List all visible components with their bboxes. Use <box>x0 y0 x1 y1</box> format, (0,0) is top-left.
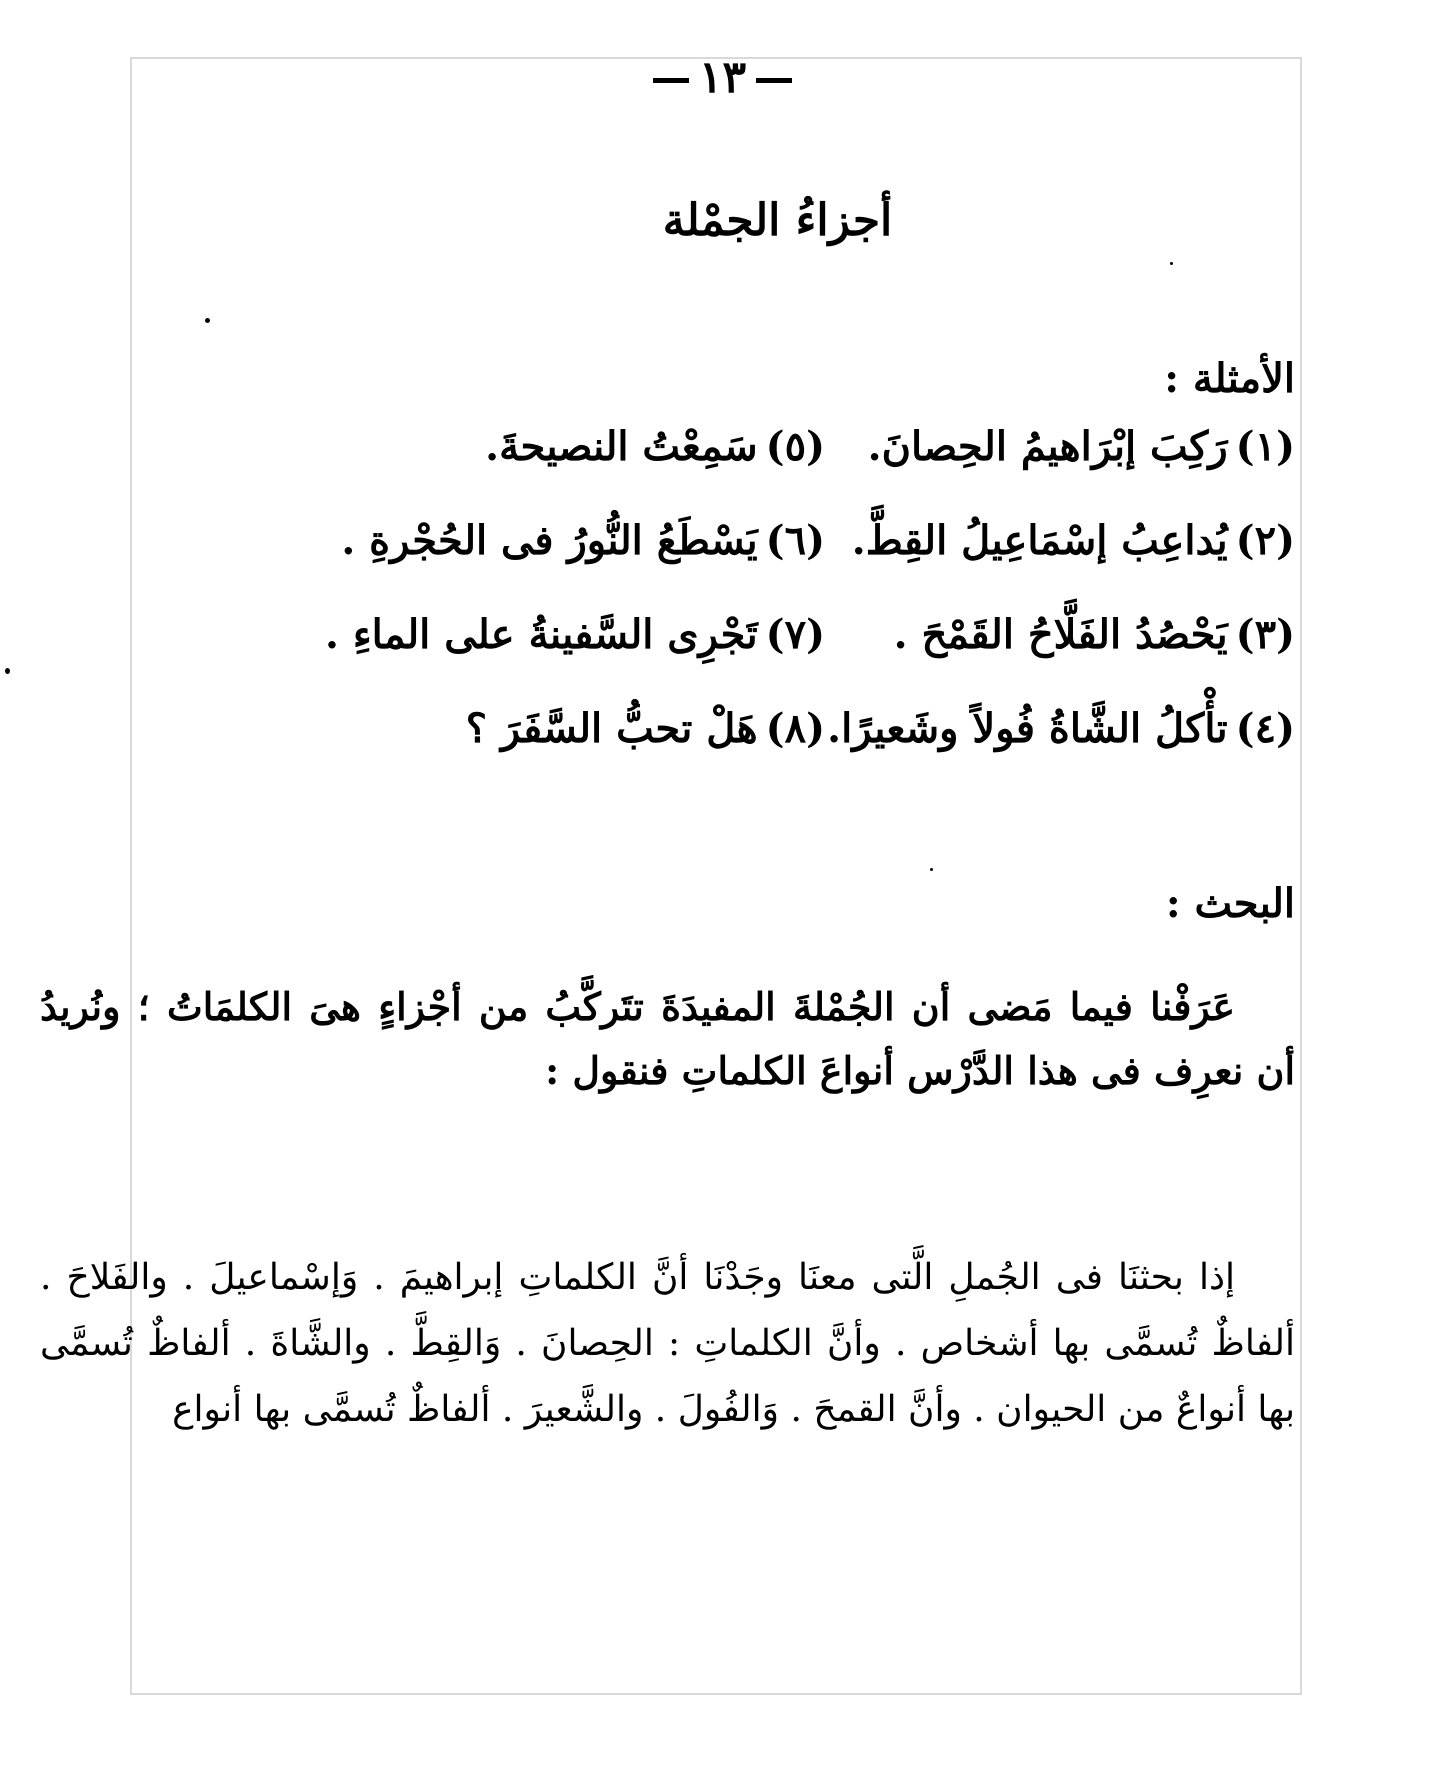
example-row <box>40 494 1295 588</box>
scan-speck <box>5 668 10 674</box>
examples-heading: الأمثلة : <box>1164 355 1295 402</box>
page-number <box>0 52 1445 103</box>
examples-list <box>40 400 1295 776</box>
paragraph-intro: عَرَفْنا فيما مَضى أن الجُمْلةَ المفيدَةَ تتَركَّبُ من أجْزاءٍ هىَ الكلمَاتُ ؛ ونُريدُ أن نعرِف فى هذا الدَّرْس أنواعَ الكلماتِ فنقول : <box>40 984 1295 1093</box>
example-row <box>40 588 1295 682</box>
paragraph-body: إذا بحثنَا فى الجُملِ الَّتى معنَا وجَدْنَا أنَّ الكلماتِ إبراهيمَ . وَإسْماعيلَ . والفَلاحَ . ألفاظٌ تُسمَّى بها أشخاص . وأنَّ الكلماتِ : الحِصانَ . وَالقِطَّ . والشَّاةَ . ألفاظٌ تُسمَّى بها أنواعٌ من الحيوان . وأنَّ القمحَ . وَالفُولَ . والشَّعيرَ . ألفاظٌ تُسمَّى بها أنواع <box>40 1257 1295 1430</box>
example-item: (٦)يَسْطَعُ النُّورُ فى الحُجْرةِ . <box>341 517 825 564</box>
example-item: (٨)هَلْ تحبُّ السَّفَرَ ؟ <box>465 705 825 752</box>
example-item: (١)رَكِبَ إبْرَاهيمُ الحِصانَ. <box>867 423 1295 470</box>
example-item: (٤)تأْكلُ الشَّاةُ فُولاً وشَعيرًا. <box>827 705 1295 752</box>
scan-speck <box>205 318 210 323</box>
discussion-heading: البحث : <box>1165 880 1295 927</box>
example-row <box>40 400 1295 494</box>
page-number-value: ١٣ <box>698 52 747 103</box>
example-item: (٥)سَمِعْتُ النصيحةَ. <box>485 423 825 470</box>
example-item: (٧)تَجْرِى السَّفينةُ على الماءِ . <box>325 611 825 658</box>
scan-speck <box>1170 262 1173 265</box>
lesson-title: أجزاءُ الجمْلة <box>662 195 893 246</box>
example-item: (٢)يُداعِبُ إسْمَاعِيلُ القِطَّ. <box>851 517 1295 564</box>
example-item: (٣)يَحْصُدُ الفَلَّاحُ القَمْحَ . <box>893 611 1295 658</box>
dash-decoration <box>653 78 689 83</box>
dash-decoration <box>756 78 792 83</box>
example-row <box>40 682 1295 776</box>
scan-speck <box>930 868 933 871</box>
page-frame <box>130 57 1302 1695</box>
